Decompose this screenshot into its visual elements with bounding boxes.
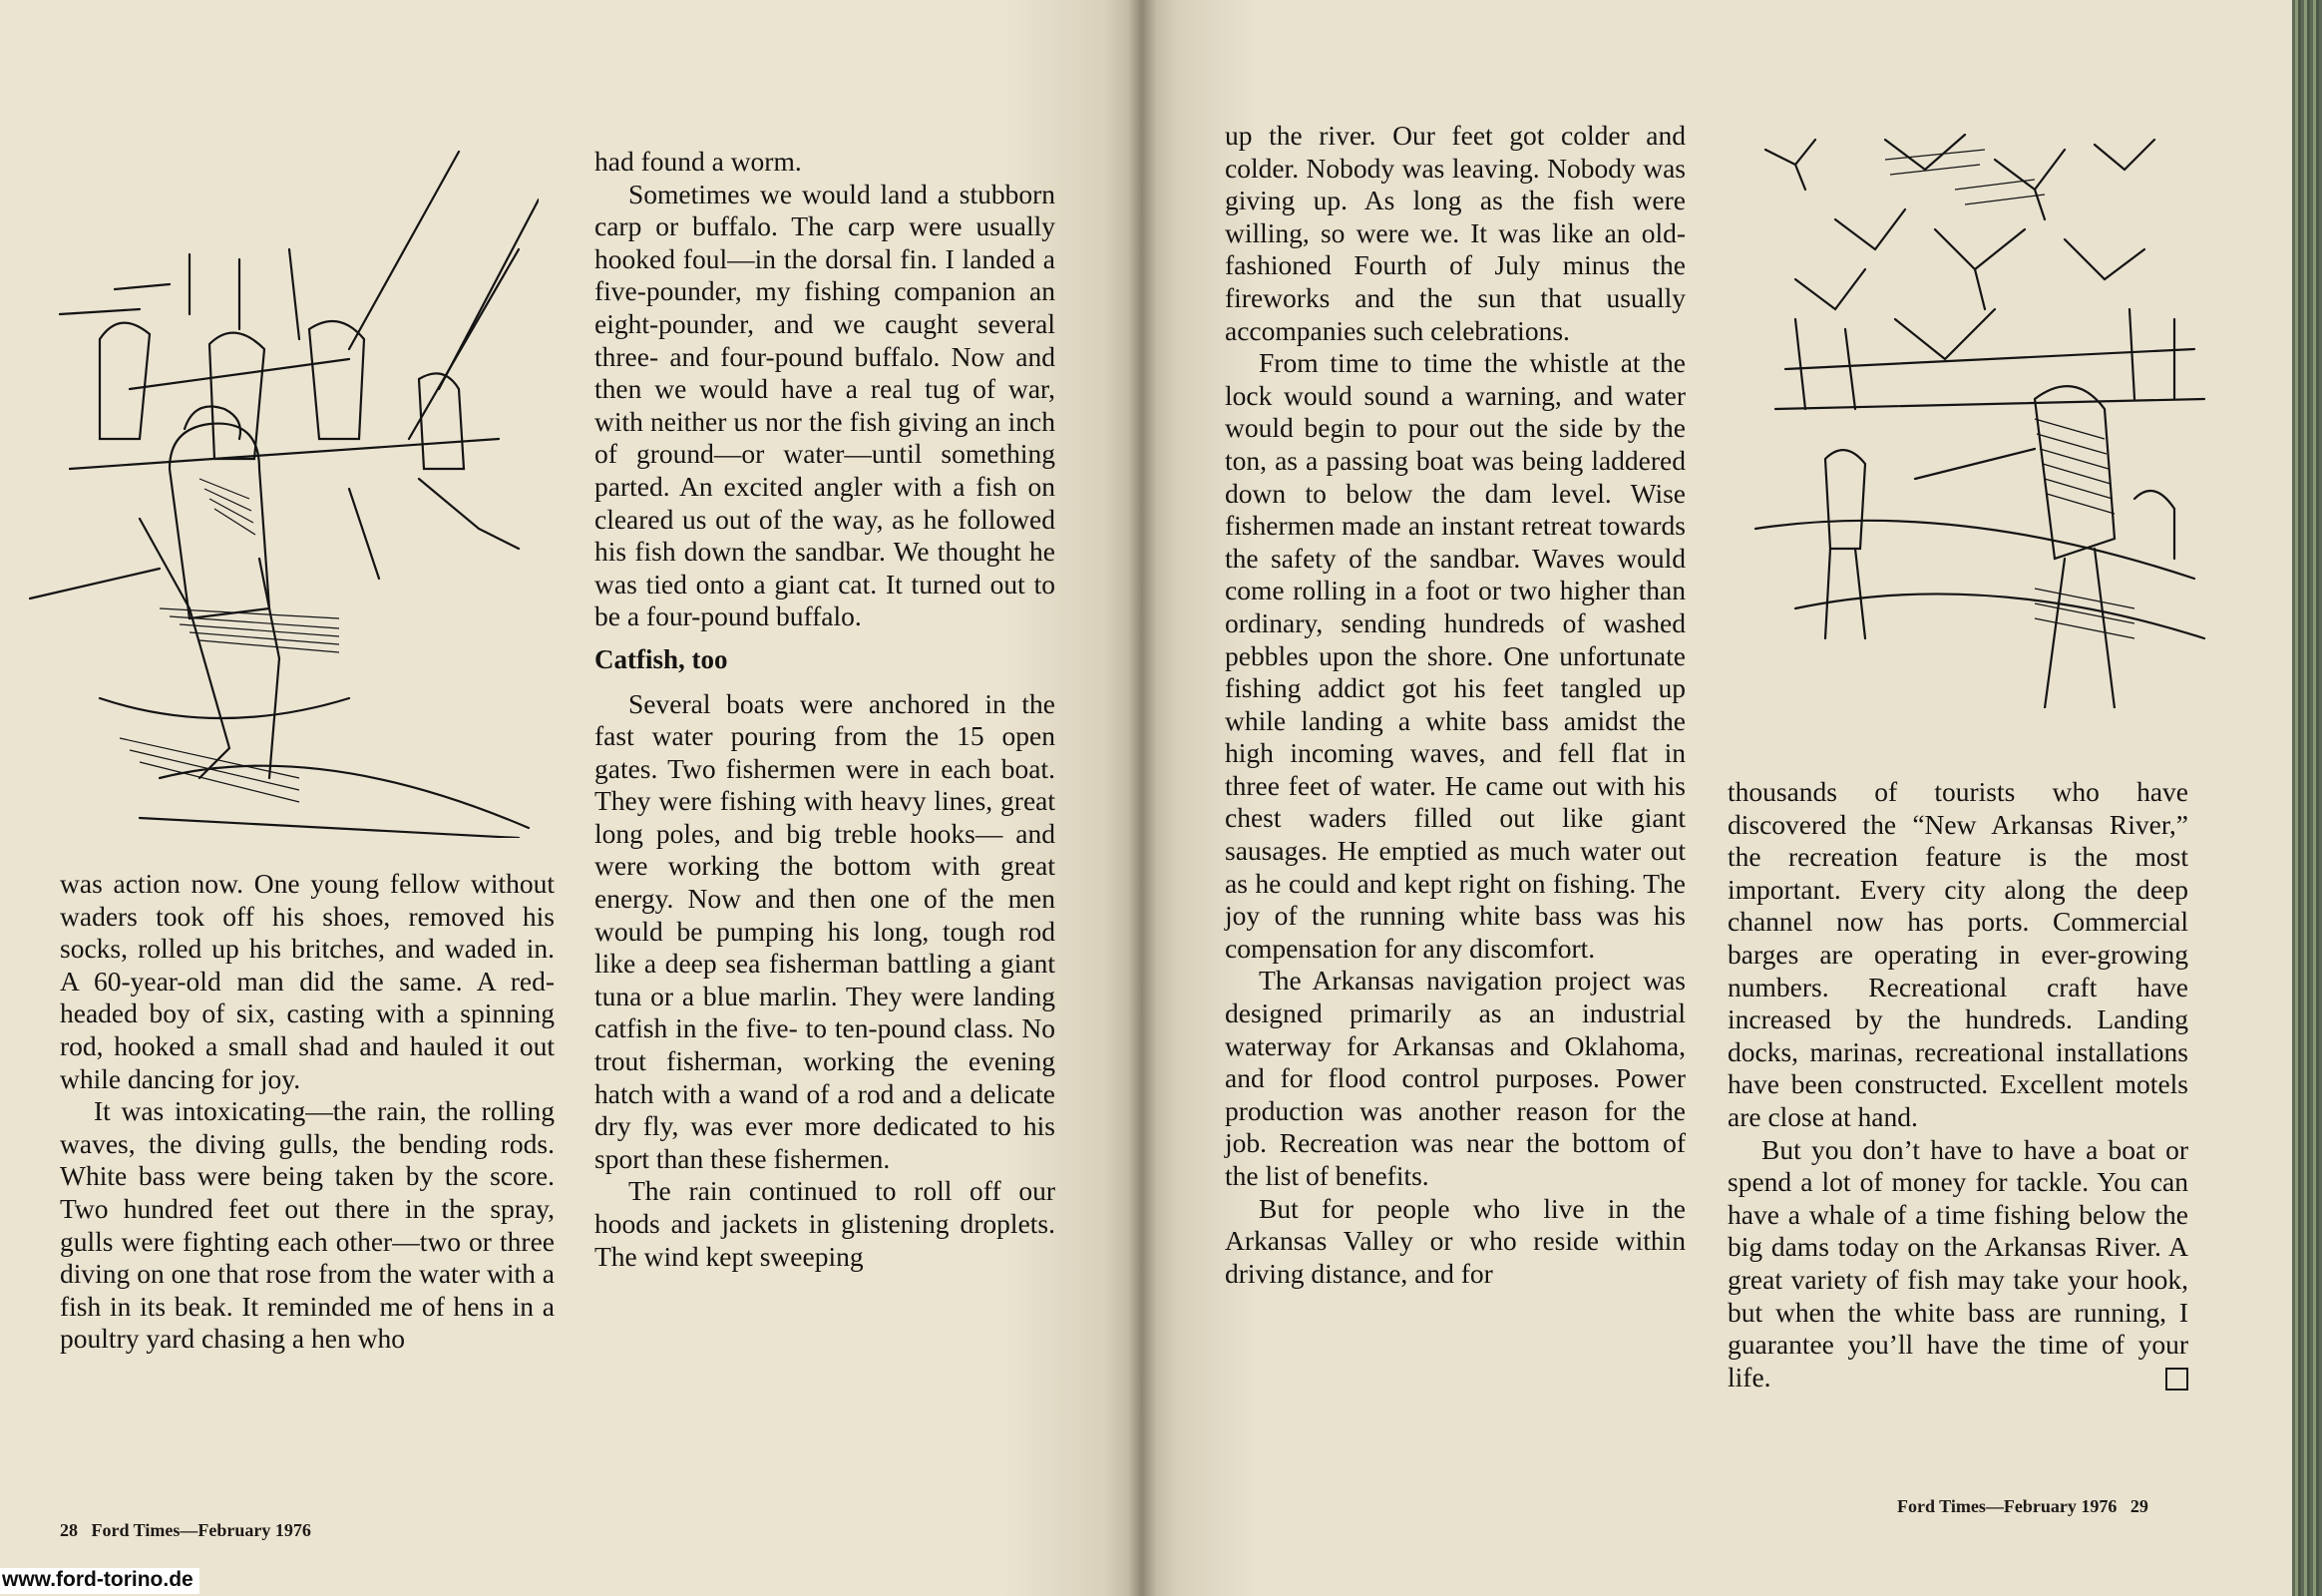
paragraph: had found a worm. [594,146,802,177]
paragraph: Sometimes we would land a stubborn carp or buffalo. The carp were usually hooked foul—in the dorsal fin. I landed a five-pounder, my fishing companion an eight-pounder, and we caught several three- and four-pound buffalo. Now and then we would have a real tug of war, with neither us nor the fish giving an inch of ground—or water—until something parted. An excited angler with a fish on cleared us out of the way, as he followed his fish down the sandbar. We thought he was tied onto a giant cat. It turned out to be a four-pound buffalo. [594,178,1055,632]
final-paragraph [1728,1134,2188,1395]
right-column-2 [1728,776,2188,1394]
paragraph: The Arkansas navigation project was designed primarily as an industrial waterway for Arkansas and Oklahoma, and for flood control purposes. Power production was another reason for the job. Recreation was near the bottom of the list of benefits. [1225,965,1686,1191]
left-folio: 28 Ford Times—February 1976 [60,1520,311,1540]
paragraph: Several boats were anchored in the fast water pouring from the 15 open gates. Two fishermen were in each boat. They were fishing with heavy lines, great long poles, and big treble hooks— and were working the bottom with great energy. Now and then one of the men would be pumping his long, tough rod like a deep sea fisherman battling a giant tuna or a blue marlin. They were landing catfish in the five- to ten-pound class. No trout fisherman, working the evening hatch with a wand of a rod and a delicate dry fly, was ever more dedicated to his sport than these fishermen. [594,687,1055,1174]
paragraph: thousands of tourists who have discovered the “New Arkansas River,” the recreation feature is the most important. Every city along the deep channel now has ports. Commercial barges are operating in ever-growing numbers. Recreational craft have increased by the hundreds. Landing docks, marinas, recreational installations have been constructed. Excellent motels are close at hand. [1728,776,2188,1132]
fishermen-illustration [20,140,539,838]
gulls-illustration [1736,120,2214,708]
watermark: www.ford-torino.de [0,1568,199,1594]
page-edge [2292,0,2322,1596]
page-gutter [1127,0,1157,1596]
end-mark-icon [2165,1368,2188,1391]
paragraph: But for people who live in the Arkansas Valley or who reside within driving distance, and for [1225,1192,1686,1289]
right-column-1 [1225,120,1686,1290]
paragraph: up the river. Our feet got colder and colder. Nobody was leaving. Nobody was giving up. As long as the fish were willing, so were we. It was like an old-fashioned Fourth of July minus the fireworks and the sun that usually accompanies such celebrations. [1225,120,1686,346]
paragraph: The rain continued to roll off our hoods and jackets in glistening droplets. The wind kept sweeping [594,1175,1055,1272]
right-folio: Ford Times—February 1976 29 [1897,1496,2148,1516]
section-heading: Catfish, too [594,643,728,674]
paragraph-text: But you don’t have to have a boat or spend a lot of money for tackle. You can have a whale of a time fishing below the big dams today on the Arkansas River. A great variety of fish may take your hook, but when the white bass are running, I guarantee you’ll have the time of your life. [1728,1133,2188,1393]
left-column-2 [594,146,1055,1273]
paragraph: was action now. One young fellow without waders took off his shoes, removed his socks, rolled up his britches, and waded in. A 60-year-old man did the same. A red-headed boy of six, casting with a spinning rod, hooked a small shad and hauled it out while dancing for joy. [60,868,555,1094]
left-column-1 [60,868,555,1356]
paragraph: From time to time the whistle at the lock would sound a warning, and water would begin to pour out the side by the ton, as a passing boat was being laddered down to below the dam level. Wise fishermen made an instant retreat towards the safety of the sandbar. Waves would come rolling in a foot or two higher than ordinary, sending hundreds of washed pebbles upon the shore. One unfortunate fishing addict got his feet tangled up while landing a white bass amidst the high incoming waves, and fell flat in three feet of water. He came out with his chest waders filled out like giant sausages. He emptied as much water out as he could and kept right on fishing. The joy of the running white bass was his compensation for any discomfort. [1225,347,1686,964]
paragraph: It was intoxicating—the rain, the rolling waves, the diving gulls, the bending rods. White bass were being taken by the score. Two hundred feet out there in the spray, gulls were fighting each other—two or three diving on one that rose from the water with a fish in its beak. It reminded me of hens in a poultry yard chasing a hen who [60,1095,555,1355]
